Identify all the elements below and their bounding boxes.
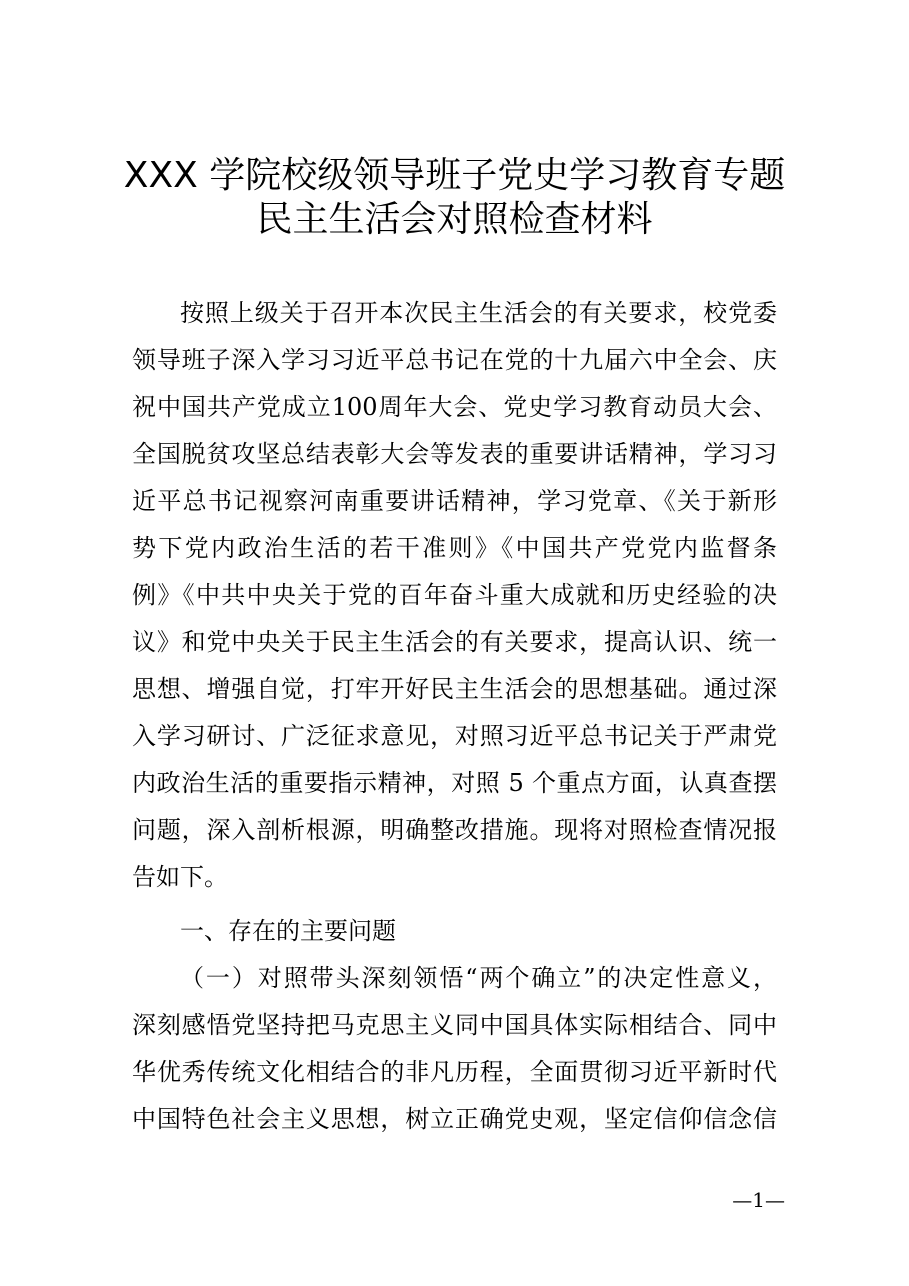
subsection-paragraph-line: 华优秀传统文化相结合的非凡历程，全面贯彻习近平新时代 [132,1058,777,1086]
intro-paragraph-line: 祝中国共产党成立100周年大会、党史学习教育动员大会、 [132,393,777,421]
intro-paragraph-line: 思想、增强自觉，打牢开好民主生活会的思想基础。通过深 [132,675,777,703]
intro-paragraph-line: 入学习研讨、广泛征求意见，对照习近平总书记关于严肃党 [132,722,777,750]
intro-paragraph-line: 近平总书记视察河南重要讲话精神，学习党章、《关于新形 [132,487,777,515]
intro-paragraph-line: 内政治生活的重要指示精神，对照 5 个重点方面，认真查摆 [132,769,777,797]
subsection-paragraph-line: 深刻感悟党坚持把马克思主义同中国具体实际相结合、同中 [132,1011,777,1039]
page-number: —1— [732,1188,785,1212]
intro-paragraph-line: 问题，深入剖析根源，明确整改措施。现将对照检查情况报 [132,816,777,844]
document-title-line-1: XXX 学院校级领导班子党史学习教育专题 [123,155,786,196]
intro-paragraph-line: 势下党内政治生活的若干准则》《中国共产党党内监督条 [132,534,777,562]
intro-paragraph-line: 议》和党中央关于民主生活会的有关要求，提高认识、统一 [132,628,777,656]
intro-paragraph-line: 全国脱贫攻坚总结表彰大会等发表的重要讲话精神，学习习 [132,440,777,468]
intro-paragraph-line: 例》《中共中央关于党的百年奋斗重大成就和历史经验的决 [132,581,777,609]
section-heading: 一、存在的主要问题 [180,917,396,945]
intro-paragraph-line: 按照上级关于召开本次民主生活会的有关要求，校党委 [180,299,777,327]
intro-paragraph-line: 领导班子深入学习习近平总书记在党的十九届六中全会、庆 [132,346,777,374]
subsection-paragraph-line: （一）对照带头深刻领悟“两个确立”的决定性意义， [180,964,777,992]
intro-paragraph-line: 告如下。 [132,863,228,891]
document-title-line-2: 民主生活会对照检查材料 [256,199,653,240]
subsection-paragraph-line: 中国特色社会主义思想，树立正确党史观，坚定信仰信念信 [132,1105,777,1133]
